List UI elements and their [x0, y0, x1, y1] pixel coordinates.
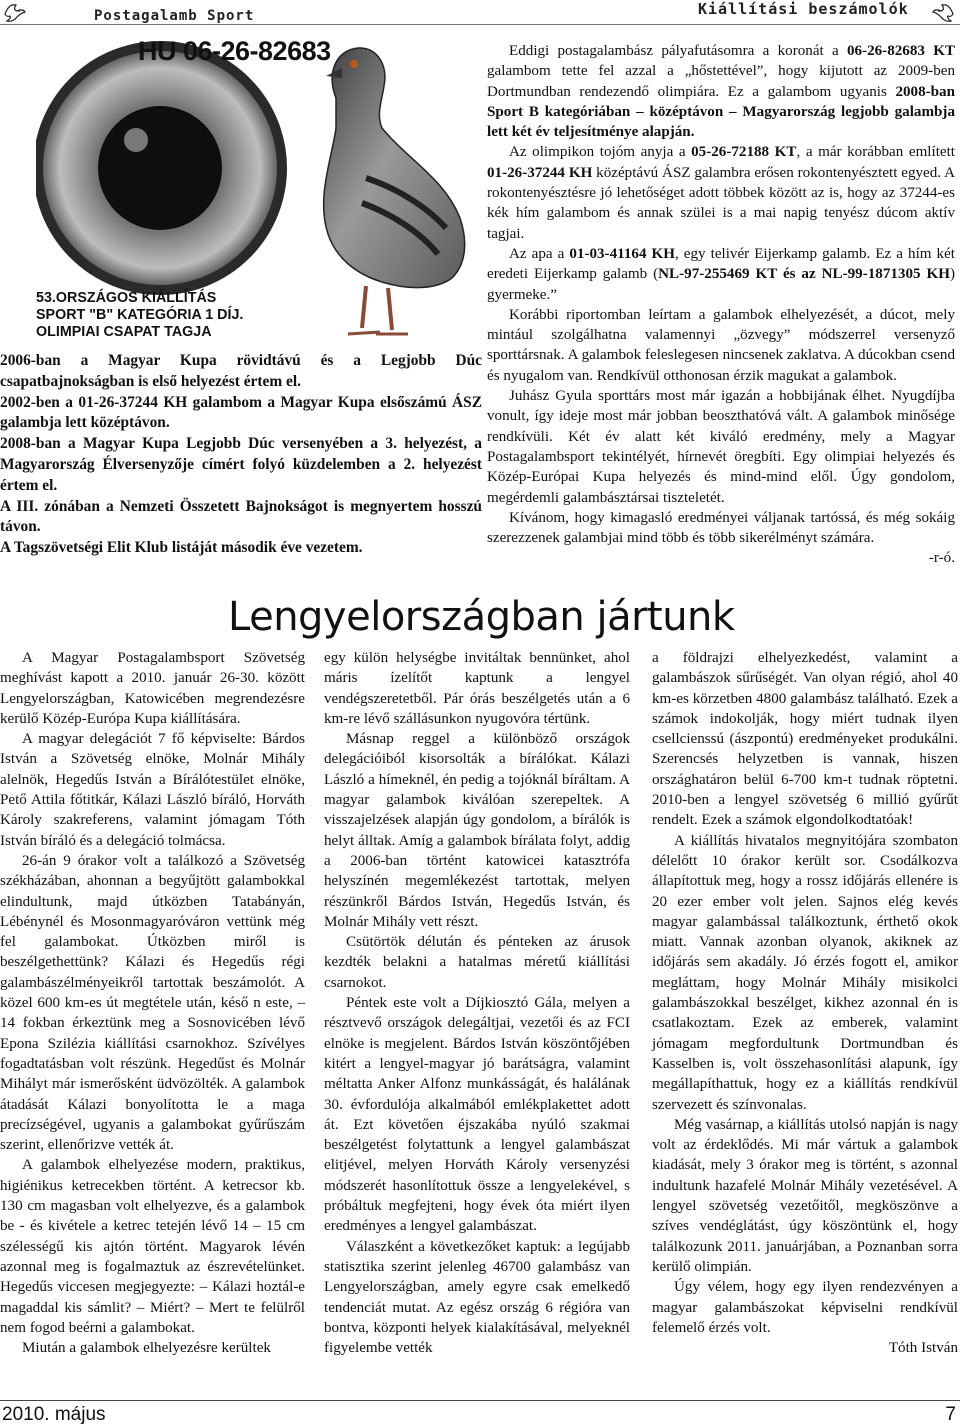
paragraph: Válaszként a következőket kaptuk: a legújabb statisztika szerint jelenleg 46700 galambász van Lengyelországban, amely egyre csak emelkedő tendenciát mutat. Az egész ország 6 régióra van bontva, központi helyek kialakításával, melyeknél figyelembe vették	[324, 1238, 630, 1357]
header-rule	[0, 24, 960, 25]
footer-rule	[0, 1400, 960, 1401]
paragraph: A kiállítás hivatalos megnyitójára szombaton délelőtt 10 órakor került sor. Csodálkozva állapítottuk meg, hogy a rossz időjárás ellenére is 20 ezer ember volt jelen. Sajnos elég kevés magyar galambással találkoztunk, érthető okok miatt. Vannak azonban olyanok, akiknek az időjárás sem akadály. Jó érzés fogott el, amikor megláttam, hogy Molnár Mihály misikolci galambászokkal beszélget, kikhez azonnal én is csatlakoztam. Ezek az emberek, valamint jómagam megfordultunk Dortmundban és Kasselben is, volt összehasonlítási alapunk, így megállapíthattuk, hogy ez a kiállítás rendkívül szervezett és színvonalas.	[652, 832, 958, 1113]
header-left-pigeon-icon	[2, 2, 26, 24]
caption-line: 2002-ben a 01-26-37244 KH galambom a Magyar Kupa elsőszámú ÁSZ galambja lett középtávon.	[0, 393, 482, 432]
paragraph: Az apa a 01-03-41164 KH, egy telivér Eijerkamp galamb. Ez a hím két eredeti Eijerkamp galamb (NL-97-255469 KT és az NL-99-1871305 KH) gyermeke.”	[487, 245, 955, 303]
paragraph: 26-án 9 órakor volt a találkozó a Szövetség székházában, ahonnan a begyűjtött galambokkal elindultunk, majd útközben Tatabányán, Lébénynél és Mosonmagyaróváron vettünk még fel galambokat. Útközben miről is beszélgethettünk? Kálazi és Hegedűs régi galambászélményeikről tartottak beszámolót. A közel 600 km-es út megtétele után, késő n este, – 14 fokban érkeztünk meg a Sosnovicében lévő Epona Szilézia kiállítási csarnokhoz. Szívélyes fogadtatásban volt részünk. Hegedűst és Molnár Mihályt már ismerősként üdvözölték. A galambok átadását Kálazi bonyolította le a maga precízségével, ugyanis a galambokat gyűrűszám szerint, ellenőrizve vették át.	[0, 852, 305, 1154]
paragraph: Az olimpikon tojóm anyja a 05-26-72188 KT, a már korábban említett 01-26-37244 KH középtávú ÁSZ galambra erősen rokontenyésztett egyed. A rokontenyésztésre jó lehetőséget adott többek között az is, hogy az 37244-es kék hím galambom és annak szülei is a mai napig tenyész dúcom aktív tagjai.	[487, 144, 955, 242]
previous-article-column	[487, 41, 955, 569]
achievements-caption	[0, 351, 482, 559]
paragraph: Másnap reggel a különböző országok delegációiból kisorsolták a bírálókat. Kálazi László a hímeknél, én pedig a tojóknál bíráltam. A magyar galambok kiválóan szerepeltek. A visszajelzések alapján úgy gondolom, a bírálók is helyt álltak. Amíg a galambok bírálata folyt, addig a 2006-ban történt katowicei katasztrófa helyszínén megemlékezést tartottak, melyen részünkről Bárdos István, Hegedűs István, és Molnár Mihály vett részt.	[324, 731, 630, 930]
ring-number: HU 06-26-82683	[138, 36, 331, 66]
badge-text: 53.ORSZÁGOS KIÁLLÍTÁS SPORT "B" KATEGÓRIA 1 DÍJ. OLIMPIAI CSAPAT TAGJA	[36, 290, 244, 340]
paragraph: Úgy vélem, hogy egy ilyen rendezvényen a magyar galambászokat képviselni rendkívül felemelő érzés volt.	[652, 1279, 958, 1336]
caption-line: 2008-ban a Magyar Kupa Legjobb Dúc versenyében a 3. helyezést, a Magyarország Élversenyzője címért folyó küzdelemben a 2. helyezést értem el.	[0, 435, 482, 494]
paragraph: egy külön helységbe invitáltak bennünket, ahol máris ízelítőt kaptunk a lengyel vendégszeretetből. Pár órás beszélgetés után a 6 km-re lévő szállásunkon nyugovóra tértünk.	[324, 650, 630, 727]
paragraph: Kívánom, hogy kimagasló eredményei váljanak tartóssá, és még sokáig szerezzenek galambjai mind több és több sikerélményt számára.	[487, 509, 955, 547]
article-column-2	[324, 648, 630, 1358]
paragraph: Péntek este volt a Díjkiosztó Gála, melyen a résztvevő országok delegáltjai, vezetői és az FCI elnöke is megjelent. Bárdos István köszöntőjében kitért a lengyel-magyar jó barátságra, valamint méltatta Anker Alfonz munkásságát, és halálának 30. évfordulója alkalmából emlékplakettet adott át. Ezt követően éjszakába nyúló szakmai beszélgetést folytattunk a lengyel galambászat elitjével, melyen Horváth Károly versenyzési módszerét hasonlítottuk össze a lengyelekével, s próbáltuk megfejteni, hogy évek óta miért ilyen eredményes a lengyel galambászat.	[324, 995, 630, 1235]
paragraph: Még vasárnap, a kiállítás utolsó napján is nagy volt az érdeklődés. Mi már vártuk a galambok kiadását, mely 3 órakor meg is történt, s azonnal indultunk hazafelé Molnár Mihály vezetésével. A lengyel szövetség vezetőitől, megköszönve a szíves vendéglátást, úgy köszöntünk el, hogy találkozunk 2011. januárjában, a Poznanban sorra kerülő olimpián.	[652, 1116, 958, 1275]
article-author: Tóth István	[888, 1340, 958, 1357]
article-column-3	[652, 648, 958, 1358]
caption-line: A III. zónában a Nemzeti Összetett Bajnokságot is megnyertem hosszú távon.	[0, 497, 482, 536]
paragraph: a földrajzi elhelyezkedést, valamint a galambászok sűrűségét. Van olyan régió, ahol 40 km-es körzetben 4800 galambász található. Ezek a számok indokolják, hogy miért tudnak ilyen csellcienssú (ászpontú) eredményeket produkálni. Szerencsés helyzetben is vannak, hiszen országhatáron belül 6-700 km-t tudnak röptetni. 2010-ben a lengyel szövetség 6 millió gyűrűt rendelt. Ezek a számok elgondolkodtatóak!	[652, 650, 958, 829]
paragraph: Juhász Gyula sporttárs most már igazán a hobbijának élhet. Nyugdíjba vonult, így ideje most már jobban beoszthatóvá vált. A galambok minősége rendkívüli. Két év alatt két kiváló eredmény, mely a Magyar Postagalambsport tekintélyét, hírnevét öregbíti. Egy olimpiai helyezés és Közép-Európai Kupa helyezés és mind-mind elől. Úgy gondolom, megérdemli galambásztársai tiszteletét.	[487, 388, 955, 506]
paragraph: A galambok elhelyezése modern, praktikus, higiénikus ketrecekben történt. A ketrecsor kb. 130 cm magasban volt elhelyezve, és a galambok be - és kivétele a ketrec tetején lévő 14 – 15 cm szélességű kis ajtón történt. Magyarok lévén azonnal meg is fogalmaztuk az észrevételünket. Hegedűs viccesen megjegyezte: – Kálazi hoztál-e magaddal kis sámlit? – Miért? – Mert te felülről nem fogod beérni a galambokat.	[0, 1157, 305, 1336]
header-section-right: Kiállítási beszámolók	[698, 0, 909, 18]
pigeon-photo	[36, 28, 484, 350]
header-section-left: Postagalamb Sport	[94, 8, 255, 24]
caption-line: A Tagszövetségi Elit Klub listáját második éve vezetem.	[0, 539, 363, 557]
article-column-1	[0, 648, 305, 1358]
paragraph: Csütörtök délután és pénteken az árusok kezdték belakni a hatalmas méretű kiállítási csarnokot.	[324, 934, 630, 991]
article-title: Lengyelországban jártunk	[228, 594, 735, 640]
paragraph: A Magyar Postagalambsport Szövetség meghívást kapott a 2010. január 26-30. között Lengyelországban, Katowicében megrendezésre kerülő Közép-Európa Kupa kiállítására.	[0, 650, 305, 727]
page-number: 7	[945, 1404, 956, 1425]
header-right-pigeon-icon	[930, 2, 956, 26]
paragraph: Korábbi riportomban leírtam a galambok elhelyezését, a dúcot, mely mintául szolgálhatna valamennyi „özvegy” módszerrel versenyző sporttársnak. A galambok feleslegesen nincsenek zaklatva. A dúcokban csend és nyugalom van. Rendkívül otthonosan érzik magukat a galambok.	[487, 306, 955, 384]
footer-date: 2010. május	[2, 1404, 106, 1425]
paragraph: A magyar delegációt 7 fő képviselte: Bárdos István a Szövetség elnöke, Molnár Mihály alelnök, Hegedűs István a Bírálótestület elnöke, Pető Attila főtitkár, Kálazi László bíráló, Horváth Károly szakreferens, valamint jómagam Tóth István bíráló és a delegáció tolmácsa.	[0, 731, 305, 849]
paragraph: Miután a galambok elhelyezésre kerültek	[22, 1340, 271, 1357]
paragraph: Eddigi postagalambász pályafutásomra a koronát a 06-26-82683 KT galambom tette fel azzal a „hőstettével”, hogy kijutott az 2009-ben Dortmundban rendezendő olimpiára. Ez a galambom ugyanis 2008-ban Sport B kategóriában – középtávon – Magyarország legjobb galambja lett két év teljesítménye alapján.	[487, 43, 956, 141]
signature: -r-ó.	[928, 550, 955, 567]
caption-line: 2006-ban a Magyar Kupa rövidtávú és a Legjobb Dúc csapatbajnokságban is első helyezést értem el.	[0, 352, 482, 390]
